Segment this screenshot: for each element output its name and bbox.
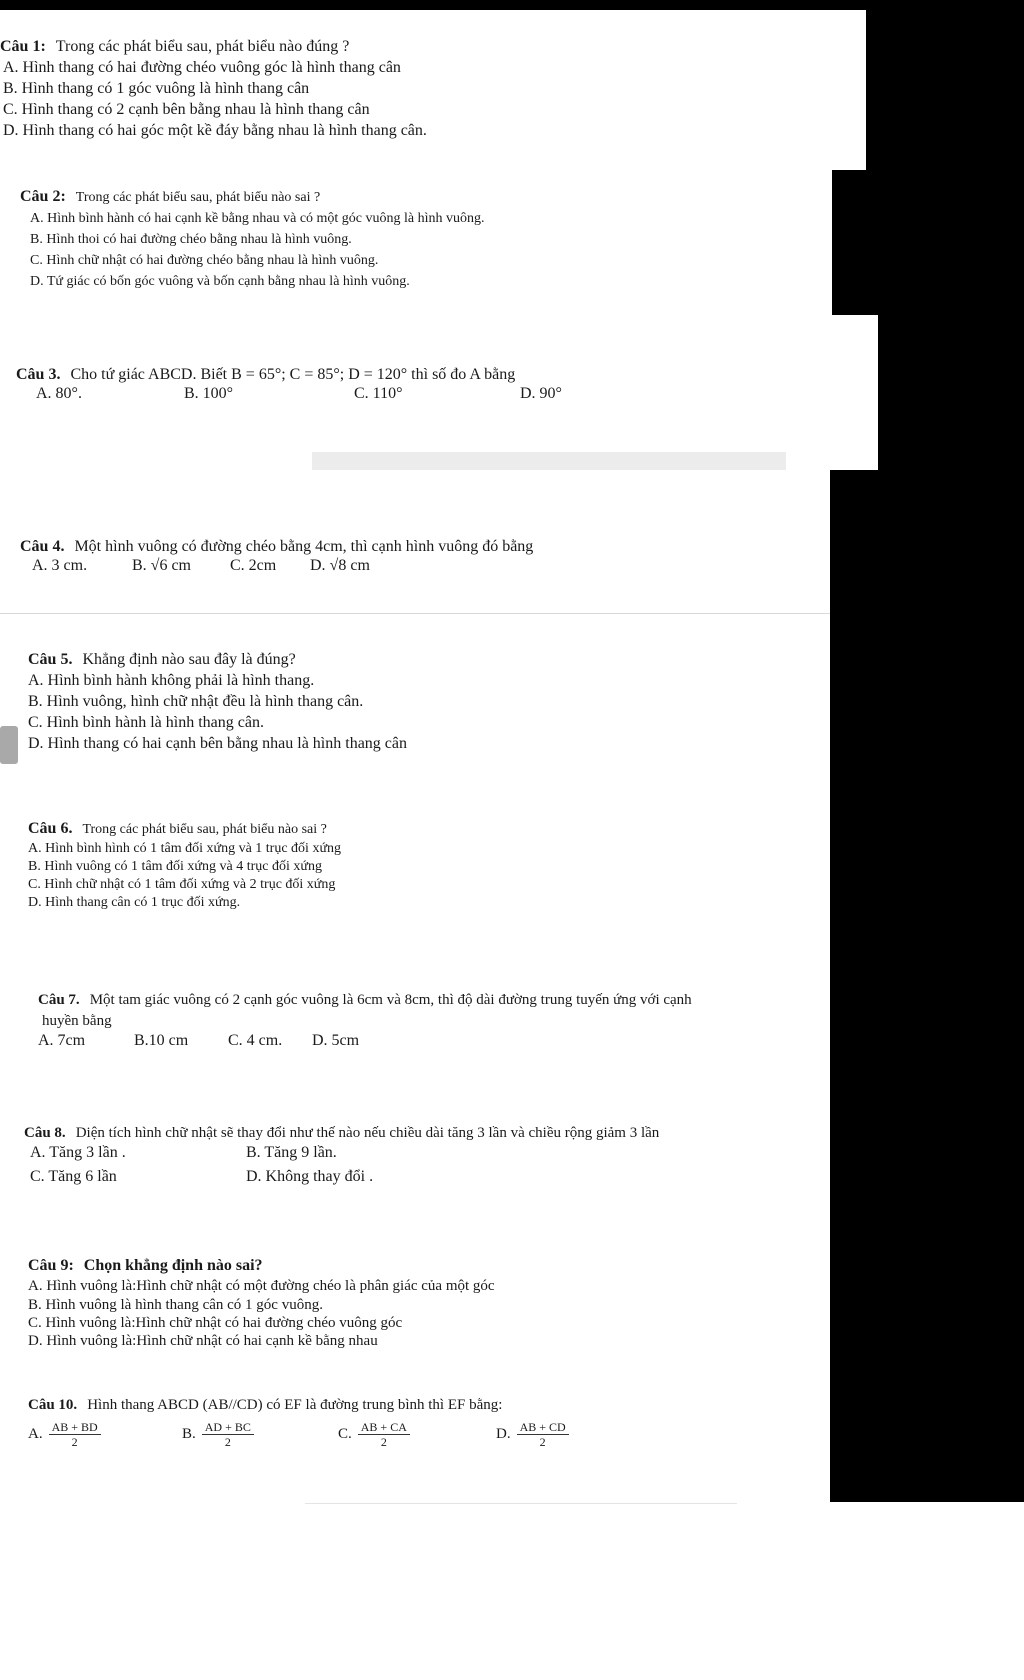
option-b: B. Hình thoi có hai đường chéo bằng nhau là hình vuông. [30, 232, 352, 247]
question-stem-continued: huyền bằng [42, 1013, 112, 1029]
right-black-strip-bottom [830, 470, 1024, 1502]
option-a: A. Hình bình hình có 1 tâm đối xứng và 1 trục đối xứng [28, 841, 342, 856]
right-black-strip-mid [832, 170, 1024, 315]
option-letter: A. [28, 1426, 43, 1443]
option-d: D. Hình thang cân có 1 trục đối xứng. [28, 895, 241, 910]
faint-band [312, 452, 786, 470]
question-8 [24, 1123, 824, 1192]
question-stem: Trong các phát biểu sau, phát biểu nào sai ? [82, 822, 327, 837]
question-stem: Cho tứ giác ABCD. Biết B = 65°; C = 85°; D = 120° thì số đo A bằng [70, 366, 516, 383]
question-4 [20, 536, 720, 581]
option-a: A. Hình bình hành không phải là hình thang. [28, 672, 315, 689]
option-b: B. √6 cm [132, 557, 191, 574]
question-stem: Một tam giác vuông có 2 cạnh góc vuông là 6cm và 8cm, thì độ dài đường trung tuyến ứng với cạnh [89, 992, 692, 1008]
question-2 [20, 186, 485, 292]
option-d: D. Không thay đổi . [246, 1168, 374, 1185]
section-divider [0, 613, 830, 614]
option-a: A. 3 cm. [32, 557, 88, 574]
option-d: D. Hình vuông là:Hình chữ nhật có hai cạnh kề bằng nhau [28, 1333, 378, 1349]
question-label: Câu 9: [28, 1257, 74, 1274]
question-stem: Khẳng định nào sau đây là đúng? [82, 651, 296, 668]
option-a: A. Hình bình hành có hai cạnh kề bằng nhau và có một góc vuông là hình vuông. [30, 211, 485, 226]
option-c [338, 1420, 410, 1449]
denominator: 2 [224, 1435, 231, 1449]
denominator: 2 [539, 1435, 546, 1449]
option-a: A. 7cm [38, 1032, 86, 1049]
denominator: 2 [380, 1435, 387, 1449]
grey-marker [0, 726, 18, 764]
option-d: D. Hình thang có hai cạnh bên bằng nhau là hình thang cân [28, 735, 407, 752]
option-c: C. 4 cm. [228, 1032, 283, 1049]
option-c: C. 110° [354, 385, 403, 402]
question-stem: Hình thang ABCD (AB//CD) có EF là đường trung bình thì EF bằng: [87, 1397, 503, 1413]
option-d [496, 1420, 569, 1449]
option-d: D. Hình thang có hai góc một kề đáy bằng nhau là hình thang cân. [3, 122, 427, 139]
numerator: AB + CA [358, 1420, 410, 1435]
option-c: C. Hình thang có 2 cạnh bên bằng nhau là hình thang cân [3, 101, 370, 118]
option-a: A. Hình vuông là:Hình chữ nhật có một đường chéo là phân giác của một góc [28, 1278, 495, 1294]
question-5 [28, 649, 407, 754]
numerator: AB + BD [49, 1420, 101, 1435]
question-1 [0, 36, 427, 141]
option-letter: D. [496, 1426, 511, 1443]
fraction [517, 1420, 569, 1449]
option-c: C. Hình chữ nhật có 1 tâm đối xứng và 2 trục đối xứng [28, 877, 336, 892]
numerator: AB + CD [517, 1420, 569, 1435]
question-stem: Diện tích hình chữ nhật sẽ thay đổi như thế nào nếu chiều dài tăng 3 lần và chiều rộng giảm 3 lần [75, 1125, 660, 1141]
question-6 [28, 818, 341, 912]
option-b: B. Hình vuông là hình thang cân có 1 góc vuông. [28, 1297, 323, 1313]
option-a: A. Tăng 3 lần . [30, 1144, 126, 1161]
question-10 [28, 1395, 728, 1460]
top-black-bar [0, 0, 1024, 10]
right-black-strip-low [878, 315, 1024, 470]
question-7 [38, 990, 818, 1056]
option-c: C. Hình bình hành là hình thang cân. [28, 714, 264, 731]
fraction [49, 1420, 101, 1449]
option-d: D. √8 cm [310, 557, 370, 574]
option-d: D. Tứ giác có bốn góc vuông và bốn cạnh bằng nhau là hình vuông. [30, 274, 410, 289]
question-label: Câu 4. [20, 538, 65, 555]
question-label: Câu 5. [28, 651, 73, 668]
numerator: AD + BC [202, 1420, 254, 1435]
option-d: D. 5cm [312, 1032, 360, 1049]
fraction [202, 1420, 254, 1449]
option-c: C. Tăng 6 lần [30, 1168, 117, 1185]
option-c: C. Hình vuông là:Hình chữ nhật có hai đường chéo vuông góc [28, 1315, 403, 1331]
option-b: B. Hình vuông có 1 tâm đối xứng và 4 trục đối xứng [28, 859, 322, 874]
question-label: Câu 7. [38, 992, 80, 1008]
question-stem: Một hình vuông có đường chéo bằng 4cm, thì cạnh hình vuông đó bằng [74, 538, 534, 555]
question-label: Câu 2: [20, 188, 66, 205]
question-label: Câu 10. [28, 1397, 78, 1413]
question-label: Câu 6. [28, 820, 73, 837]
question-label: Câu 8. [24, 1125, 66, 1141]
option-b: B.10 cm [134, 1032, 189, 1049]
option-b: B. 100° [184, 385, 234, 402]
question-label: Câu 1: [0, 38, 46, 55]
question-stem: Trong các phát biểu sau, phát biểu nào sai ? [75, 190, 321, 205]
option-letter: C. [338, 1426, 352, 1443]
option-b [182, 1420, 254, 1449]
option-c: C. 2cm [230, 557, 277, 574]
question-stem: Trong các phát biểu sau, phát biểu nào đúng ? [55, 38, 350, 55]
question-3 [16, 364, 796, 409]
denominator: 2 [71, 1435, 78, 1449]
fraction [358, 1420, 410, 1449]
option-b: B. Hình thang có 1 góc vuông là hình thang cân [3, 80, 310, 97]
question-label: Câu 3. [16, 366, 61, 383]
question-stem: Chọn khẳng định nào sai? [83, 1257, 263, 1274]
option-d: D. 90° [520, 385, 562, 402]
option-c: C. Hình chữ nhật có hai đường chéo bằng nhau là hình vuông. [30, 253, 379, 268]
option-a: A. Hình thang có hai đường chéo vuông góc là hình thang cân [3, 59, 401, 76]
bottom-divider [305, 1503, 737, 1504]
option-b: B. Tăng 9 lần. [246, 1144, 337, 1161]
right-black-strip-top [866, 10, 1024, 170]
question-9 [28, 1255, 495, 1350]
option-letter: B. [182, 1426, 196, 1443]
option-b: B. Hình vuông, hình chữ nhật đều là hình thang cân. [28, 693, 364, 710]
option-a [28, 1420, 101, 1449]
option-a: A. 80°. [36, 385, 82, 402]
